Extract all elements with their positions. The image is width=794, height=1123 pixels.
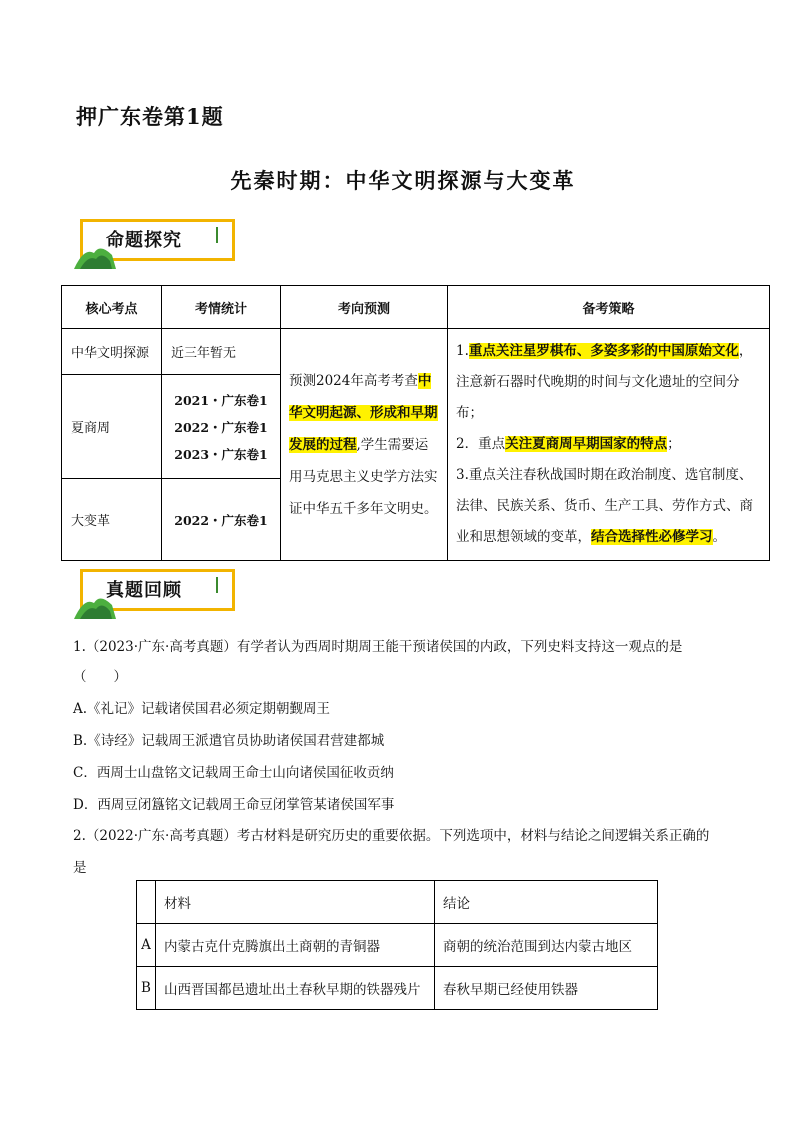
hill-icon	[70, 239, 120, 271]
table-cell: 商朝的统治范围到达内蒙古地区	[435, 924, 658, 967]
question-1-stem: 1.（2023·广东·高考真题）有学者认为西周时期周王能干预诸侯国的内政，下列史料支持这一观点的是	[73, 639, 683, 655]
prediction-cell	[281, 329, 448, 561]
stats-cell: 近三年暂无	[162, 329, 281, 375]
table-row	[137, 967, 658, 1010]
col-header: 考向预测	[281, 286, 448, 329]
table-cell: 内蒙古克什克腾旗出土商朝的青铜器	[156, 924, 435, 967]
stats-cell	[162, 375, 281, 479]
main-title: 押广东卷第1题	[76, 104, 224, 129]
option-d: D．西周豆闭簋铭文记载周王命豆闭掌管某诸侯国军事	[73, 797, 395, 813]
exam-analysis-table	[61, 285, 770, 561]
prediction-highlight: 中华文明起源、形成和早期发展的过程	[289, 372, 438, 453]
col-header: 考情统计	[162, 286, 281, 329]
table-cell: 山西晋国都邑遗址出土春秋早期的铁器残片	[156, 967, 435, 1010]
table-header: 材料	[156, 881, 435, 924]
table-header: 结论	[435, 881, 658, 924]
prediction-text: 预测2024年高考考查	[289, 372, 418, 389]
row-label: B	[137, 967, 156, 1010]
banner-accent-mark	[216, 577, 218, 593]
page-subtitle: 先秦时期：中华文明探源与大变革	[230, 168, 576, 193]
stats-entry: 2022・广东卷1	[174, 419, 268, 435]
banner-accent-mark	[216, 227, 218, 243]
strategy-item-2	[456, 429, 761, 460]
strategy-text: 2．重点	[456, 436, 506, 452]
question-2-table	[136, 880, 658, 1010]
section-banner-review	[70, 567, 240, 623]
table-row	[137, 924, 658, 967]
strategy-item-1	[456, 336, 761, 429]
topic-cell: 中华文明探源	[62, 329, 162, 375]
strategy-item-3	[456, 460, 761, 553]
option-b: B.《诗经》记载周王派遣官员协助诸侯国君营建都城	[73, 733, 385, 749]
strategy-text: 。	[712, 529, 726, 545]
question-2-stem: 2.（2022·广东·高考真题）考古材料是研究历史的重要依据。下列选项中，材料与结论之间逻辑关系正确的	[73, 828, 710, 844]
hill-icon	[70, 589, 120, 621]
option-c: C．西周士山盘铭文记载周王命士山向诸侯国征收贡纳	[73, 765, 394, 781]
banner-label: 真题回顾	[106, 580, 182, 601]
strategy-num: 1.	[456, 343, 469, 359]
strategy-text: ，注意新石器时代晚期的时间与文化遗址的空间分布；	[456, 343, 753, 421]
topic-cell: 大变革	[62, 479, 162, 561]
question-2-stem-cont: 是	[73, 860, 87, 876]
col-header: 备考策略	[448, 286, 770, 329]
row-label: A	[137, 924, 156, 967]
stats-cell	[162, 479, 281, 561]
answer-blank: （ ）	[73, 669, 127, 685]
table-cell	[137, 881, 156, 924]
stats-entry: 2021・广东卷1	[174, 392, 268, 408]
stats-entry: 2022・广东卷1	[174, 512, 268, 528]
topic-cell: 夏商周	[62, 375, 162, 479]
table-cell: 春秋早期已经使用铁器	[435, 967, 658, 1010]
col-header: 核心考点	[62, 286, 162, 329]
stats-entry: 2023・广东卷1	[174, 446, 268, 462]
strategy-highlight: 结合选择性必修学习	[591, 529, 713, 545]
banner-label: 命题探究	[106, 230, 182, 251]
strategy-cell	[448, 329, 770, 561]
strategy-text: 3.重点关注春秋战国时期在政治制度、选官制度、法律、民族关系、货币、生产工具、劳作方式、商业和思想领域的变革，	[456, 467, 753, 545]
option-a: A.《礼记》记载诸侯国君必须定期朝觐周王	[73, 701, 331, 717]
strategy-highlight: 关注夏商周早期国家的特点	[505, 436, 668, 452]
prediction-text: ,学生需要运用马克思主义史学方法实证中华五千多年文明史。	[289, 436, 438, 517]
section-banner-exploration	[70, 217, 240, 273]
strategy-text: ；	[667, 436, 681, 452]
strategy-highlight: 重点关注星罗棋布、多姿多彩的中国原始文化	[468, 343, 739, 359]
